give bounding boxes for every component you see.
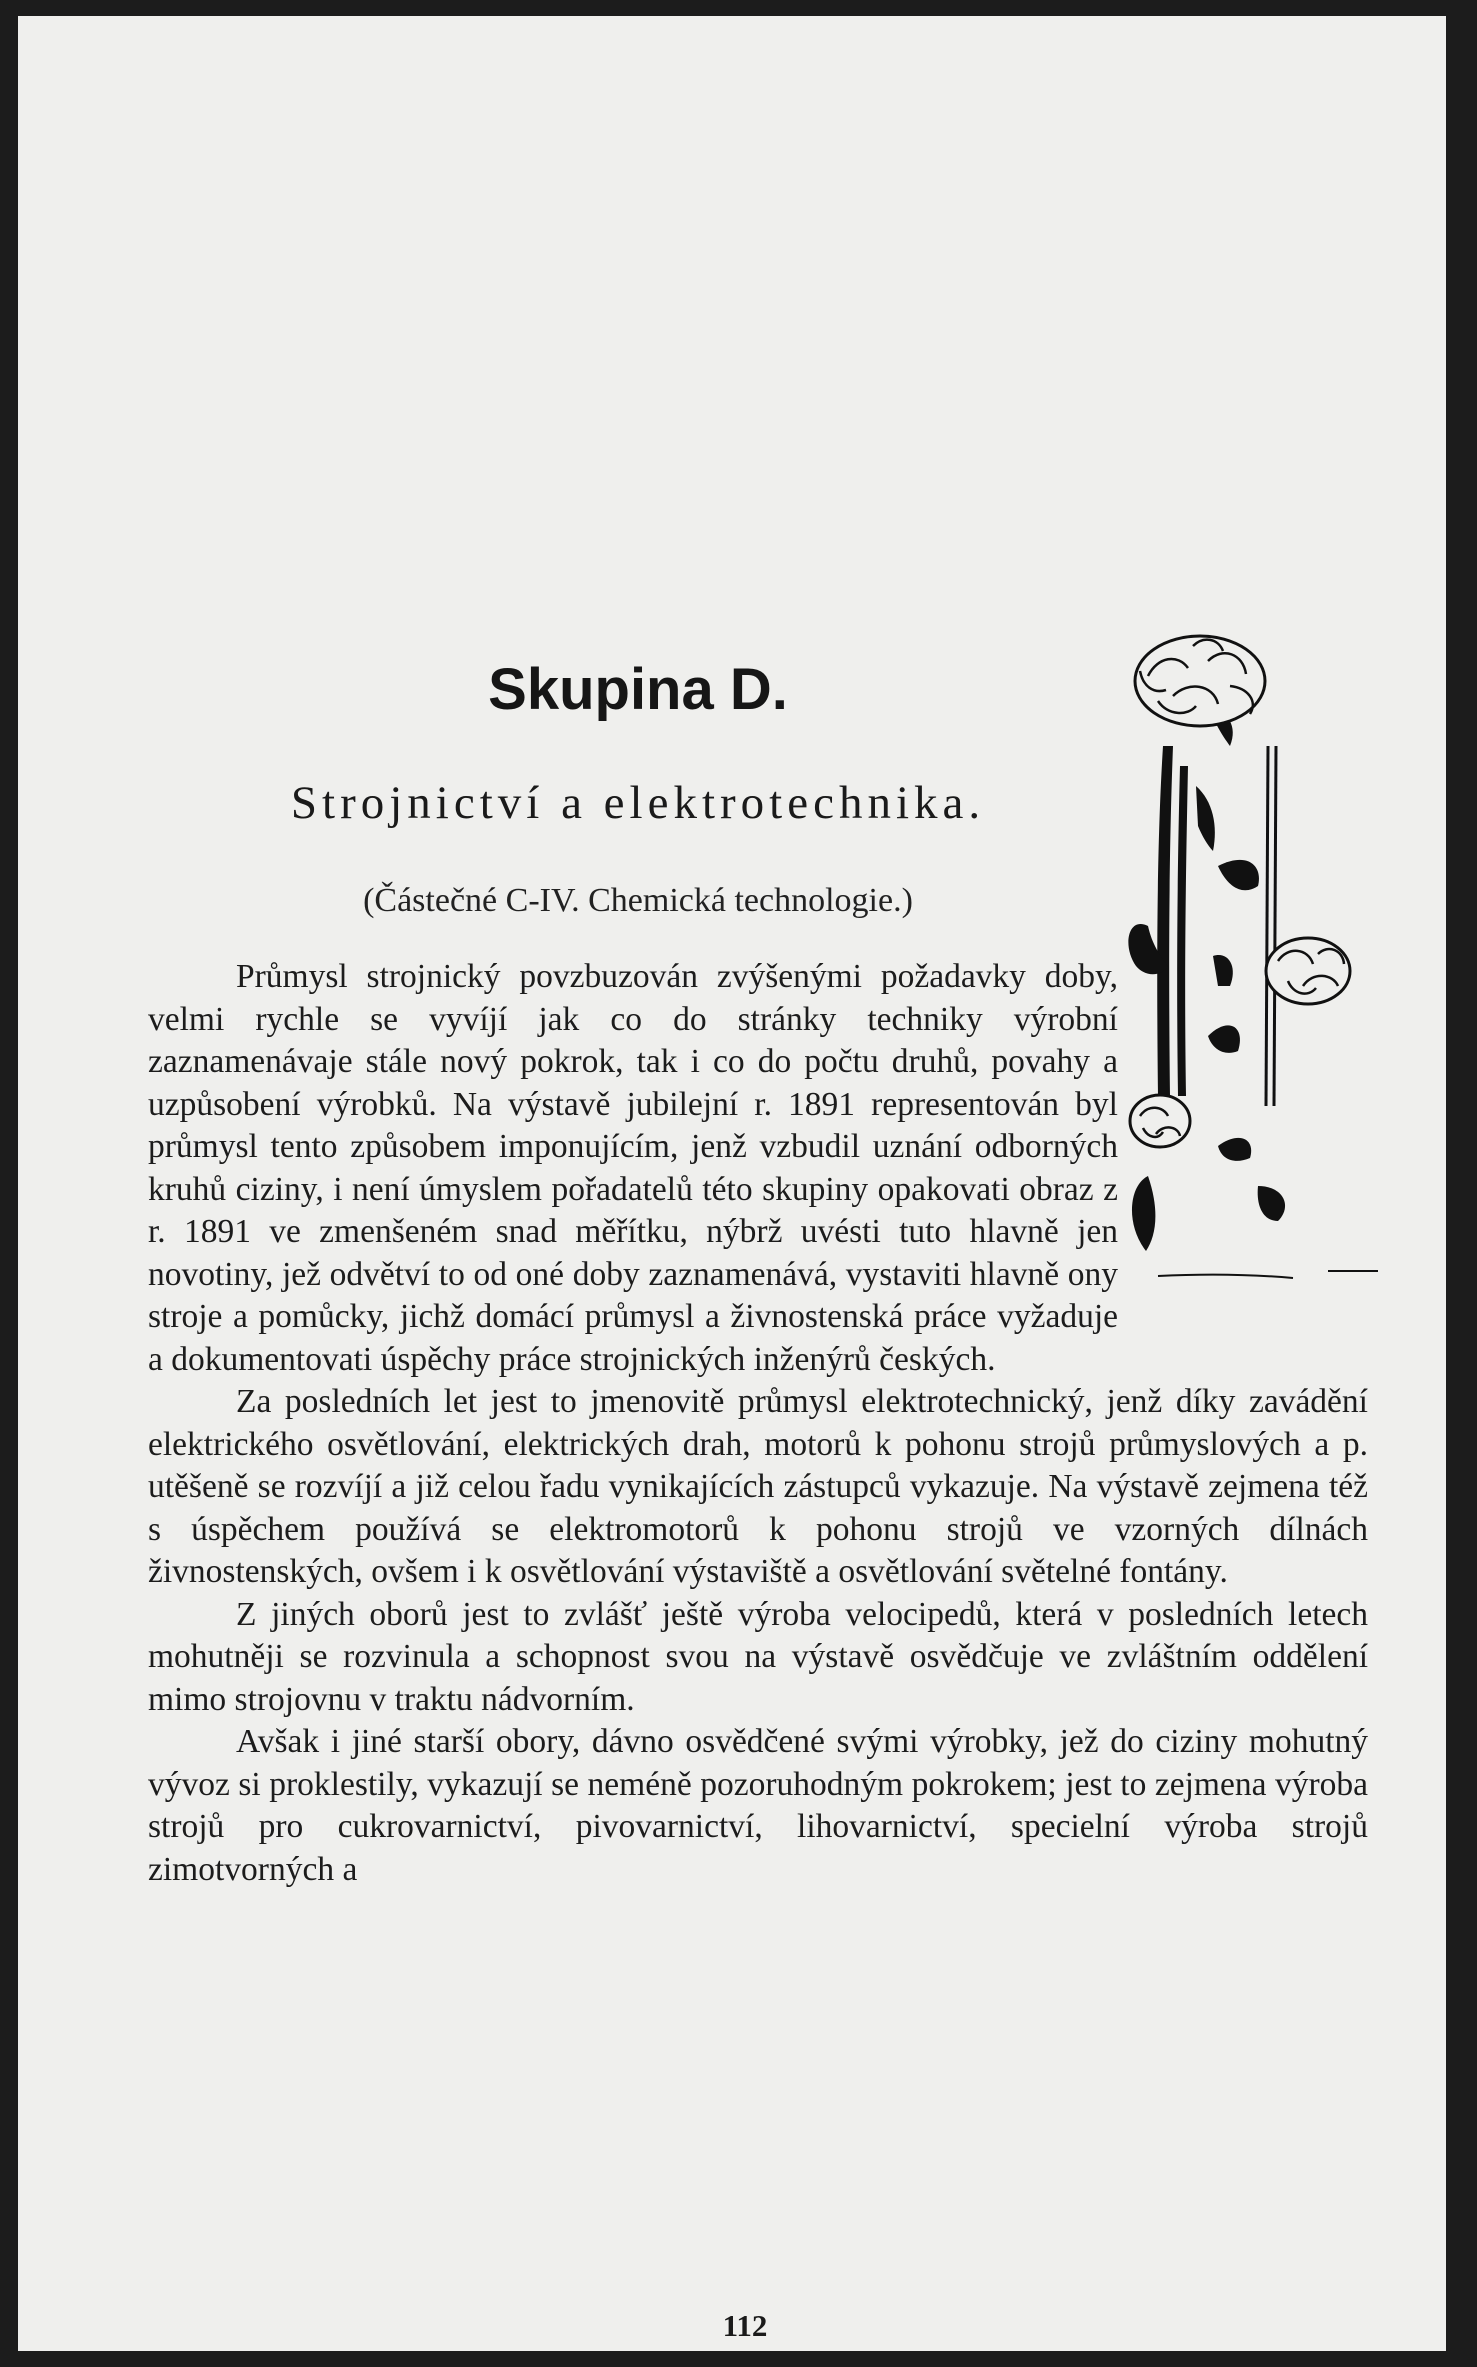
paragraph: Z jiných oborů jest to zvlášť ještě výroba velocipedů, která v posledních letech mohutněji se rozvinula a schopnost svou na výstavě osvědčuje ve zvláštním oddělení mimo strojovnu v traktu nádvorním.: [148, 1595, 1368, 1718]
paragraph: Za posledních let jest to jmenovitě průmysl elektrotechnický, jenž díky zavádění elektrického osvětlování, elektrických drah, motorů k pohonu strojů průmyslových a p. utěšeně se rozvíjí a již celou řadu vynikajících zástupců vykazuje. Na výstavě zejmena též s úspěchem používá se elektromotorů k pohonu strojů ve vzorných dílnách živnostenských, ovšem i k osvětlování výstaviště a osvětlování světelné fontány.: [148, 1383, 1368, 1590]
illustration-spacer: [1118, 956, 1368, 1351]
group-title: Skupina D.: [488, 657, 788, 722]
paragraph: Avšak i jiné starší obory, dávno osvědčené svými výrobky, jež do ciziny mohutný vývoz si proklestily, vykazují se neméně pozoruhodným pokrokem; jest to zejmena výroba strojů pro cukrovarnictví, pivovarnictví, lihovarnictví, specielní výroba strojů zimotvorných a: [148, 1723, 1368, 1888]
body-text: [148, 956, 1368, 1891]
document-page: [18, 16, 1446, 2351]
page-number: 112: [722, 2308, 768, 2343]
paragraph: Průmysl strojnický povzbuzován zvýšenými požadavky doby, velmi rychle se vyvíjí jak co do stránky techniky výrobní zaznamenávaje stále nový pokrok, tak i co do počtu druhů, povahy a uzpůsobení výrobků. Na výstavě jubilejní r. 1891 representován byl průmysl tento způsobem imponujícím, jenž vzbudil uznání odborných kruhů ciziny, i není úmyslem pořadatelů této skupiny opakovati obraz z r. 1891 ve zmenšeném snad měřítku, nýbrž uvésti tuto hlavně jen novotiny, jež odvětví to od oné doby zaznamenává, vystaviti hlavně ony stroje a pomůcky, jichž domácí průmysl a živnostenská práce vyžaduje a dokumentovati úspěchy práce strojnických inženýrů českých.: [148, 958, 1118, 1378]
section-title: Strojnictví a elektrotechnika.: [290, 777, 986, 829]
section-subtitle: (Částečné C-IV. Chemická technologie.): [363, 882, 913, 919]
